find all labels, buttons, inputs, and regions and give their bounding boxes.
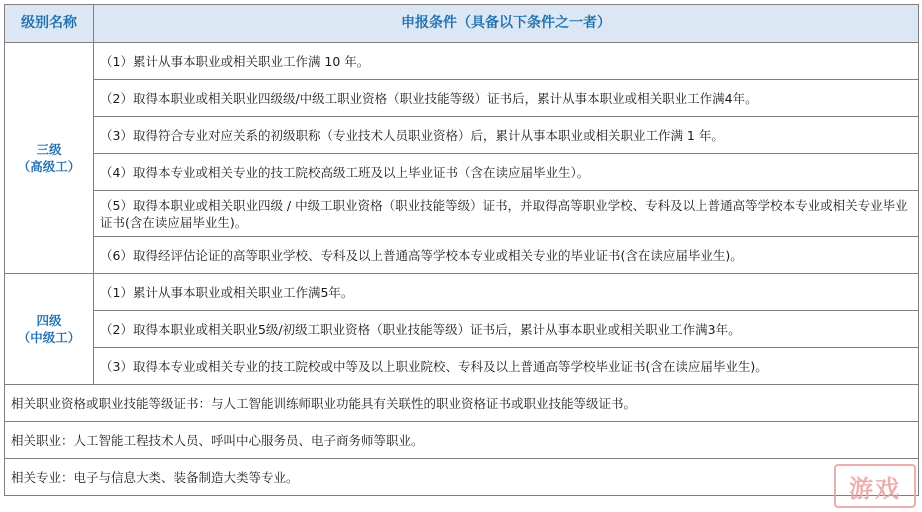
header-row [5, 5, 919, 43]
note-row [5, 422, 919, 459]
condition-item: （3）取得符合专业对应关系的初级职称（专业技术人员职业资格）后，累计从事本职业或相关职业工作满 1 年。 [94, 117, 919, 154]
level-column-header: 级别名称 [5, 5, 94, 43]
condition-item: （5）取得本职业或相关职业四级 / 中级工职业资格（职业技能等级）证书，并取得高等职业学校、专科及以上普通高等学校本专业或相关专业毕业证书(含在读应届毕业生)。 [94, 191, 919, 237]
condition-item: （1）累计从事本职业或相关职业工作满 10 年。 [94, 43, 919, 80]
watermark-text: 游戏 [849, 473, 901, 503]
table-row [5, 274, 919, 311]
level-name: 三级 [36, 142, 62, 157]
watermark-logo [834, 464, 916, 508]
level-cell-intermediate [5, 274, 94, 385]
level-subname: （高级工） [17, 159, 81, 174]
note-row [5, 459, 919, 496]
table-row [5, 348, 919, 385]
table-row [5, 117, 919, 154]
table-row [5, 191, 919, 237]
table-row [5, 237, 919, 274]
condition-item: （1）累计从事本职业或相关职业工作满5年。 [94, 274, 919, 311]
requirements-table [4, 4, 919, 496]
note-row [5, 385, 919, 422]
majors-note: 相关专业：电子与信息大类、装备制造大类等专业。 [5, 459, 919, 496]
table-row [5, 311, 919, 348]
table-row [5, 80, 919, 117]
condition-item: （6）取得经评估论证的高等职业学校、专科及以上普通高等学校本专业或相关专业的毕业证书(含在读应届毕业生)。 [94, 237, 919, 274]
conditions-column-header: 申报条件（具备以下条件之一者） [94, 5, 919, 43]
certificates-note: 相关职业资格或职业技能等级证书：与人工智能训练师职业功能具有关联性的职业资格证书或职业技能等级证书。 [5, 385, 919, 422]
condition-item: （2）取得本职业或相关职业5级/初级工职业资格（职业技能等级）证书后，累计从事本职业或相关职业工作满3年。 [94, 311, 919, 348]
level-cell-senior [5, 43, 94, 274]
condition-item: （3）取得本专业或相关专业的技工院校或中等及以上职业院校、专科及以上普通高等学校毕业证书(含在读应届毕业生)。 [94, 348, 919, 385]
condition-item: （2）取得本职业或相关职业四级级/中级工职业资格（职业技能等级）证书后，累计从事本职业或相关职业工作满4年。 [94, 80, 919, 117]
level-name: 四级 [36, 313, 62, 328]
occupations-note: 相关职业：人工智能工程技术人员、呼叫中心服务员、电子商务师等职业。 [5, 422, 919, 459]
table-row [5, 154, 919, 191]
table-row [5, 43, 919, 80]
level-subname: （中级工） [17, 330, 81, 345]
condition-item: （4）取得本专业或相关专业的技工院校高级工班及以上毕业证书（含在读应届毕业生）。 [94, 154, 919, 191]
